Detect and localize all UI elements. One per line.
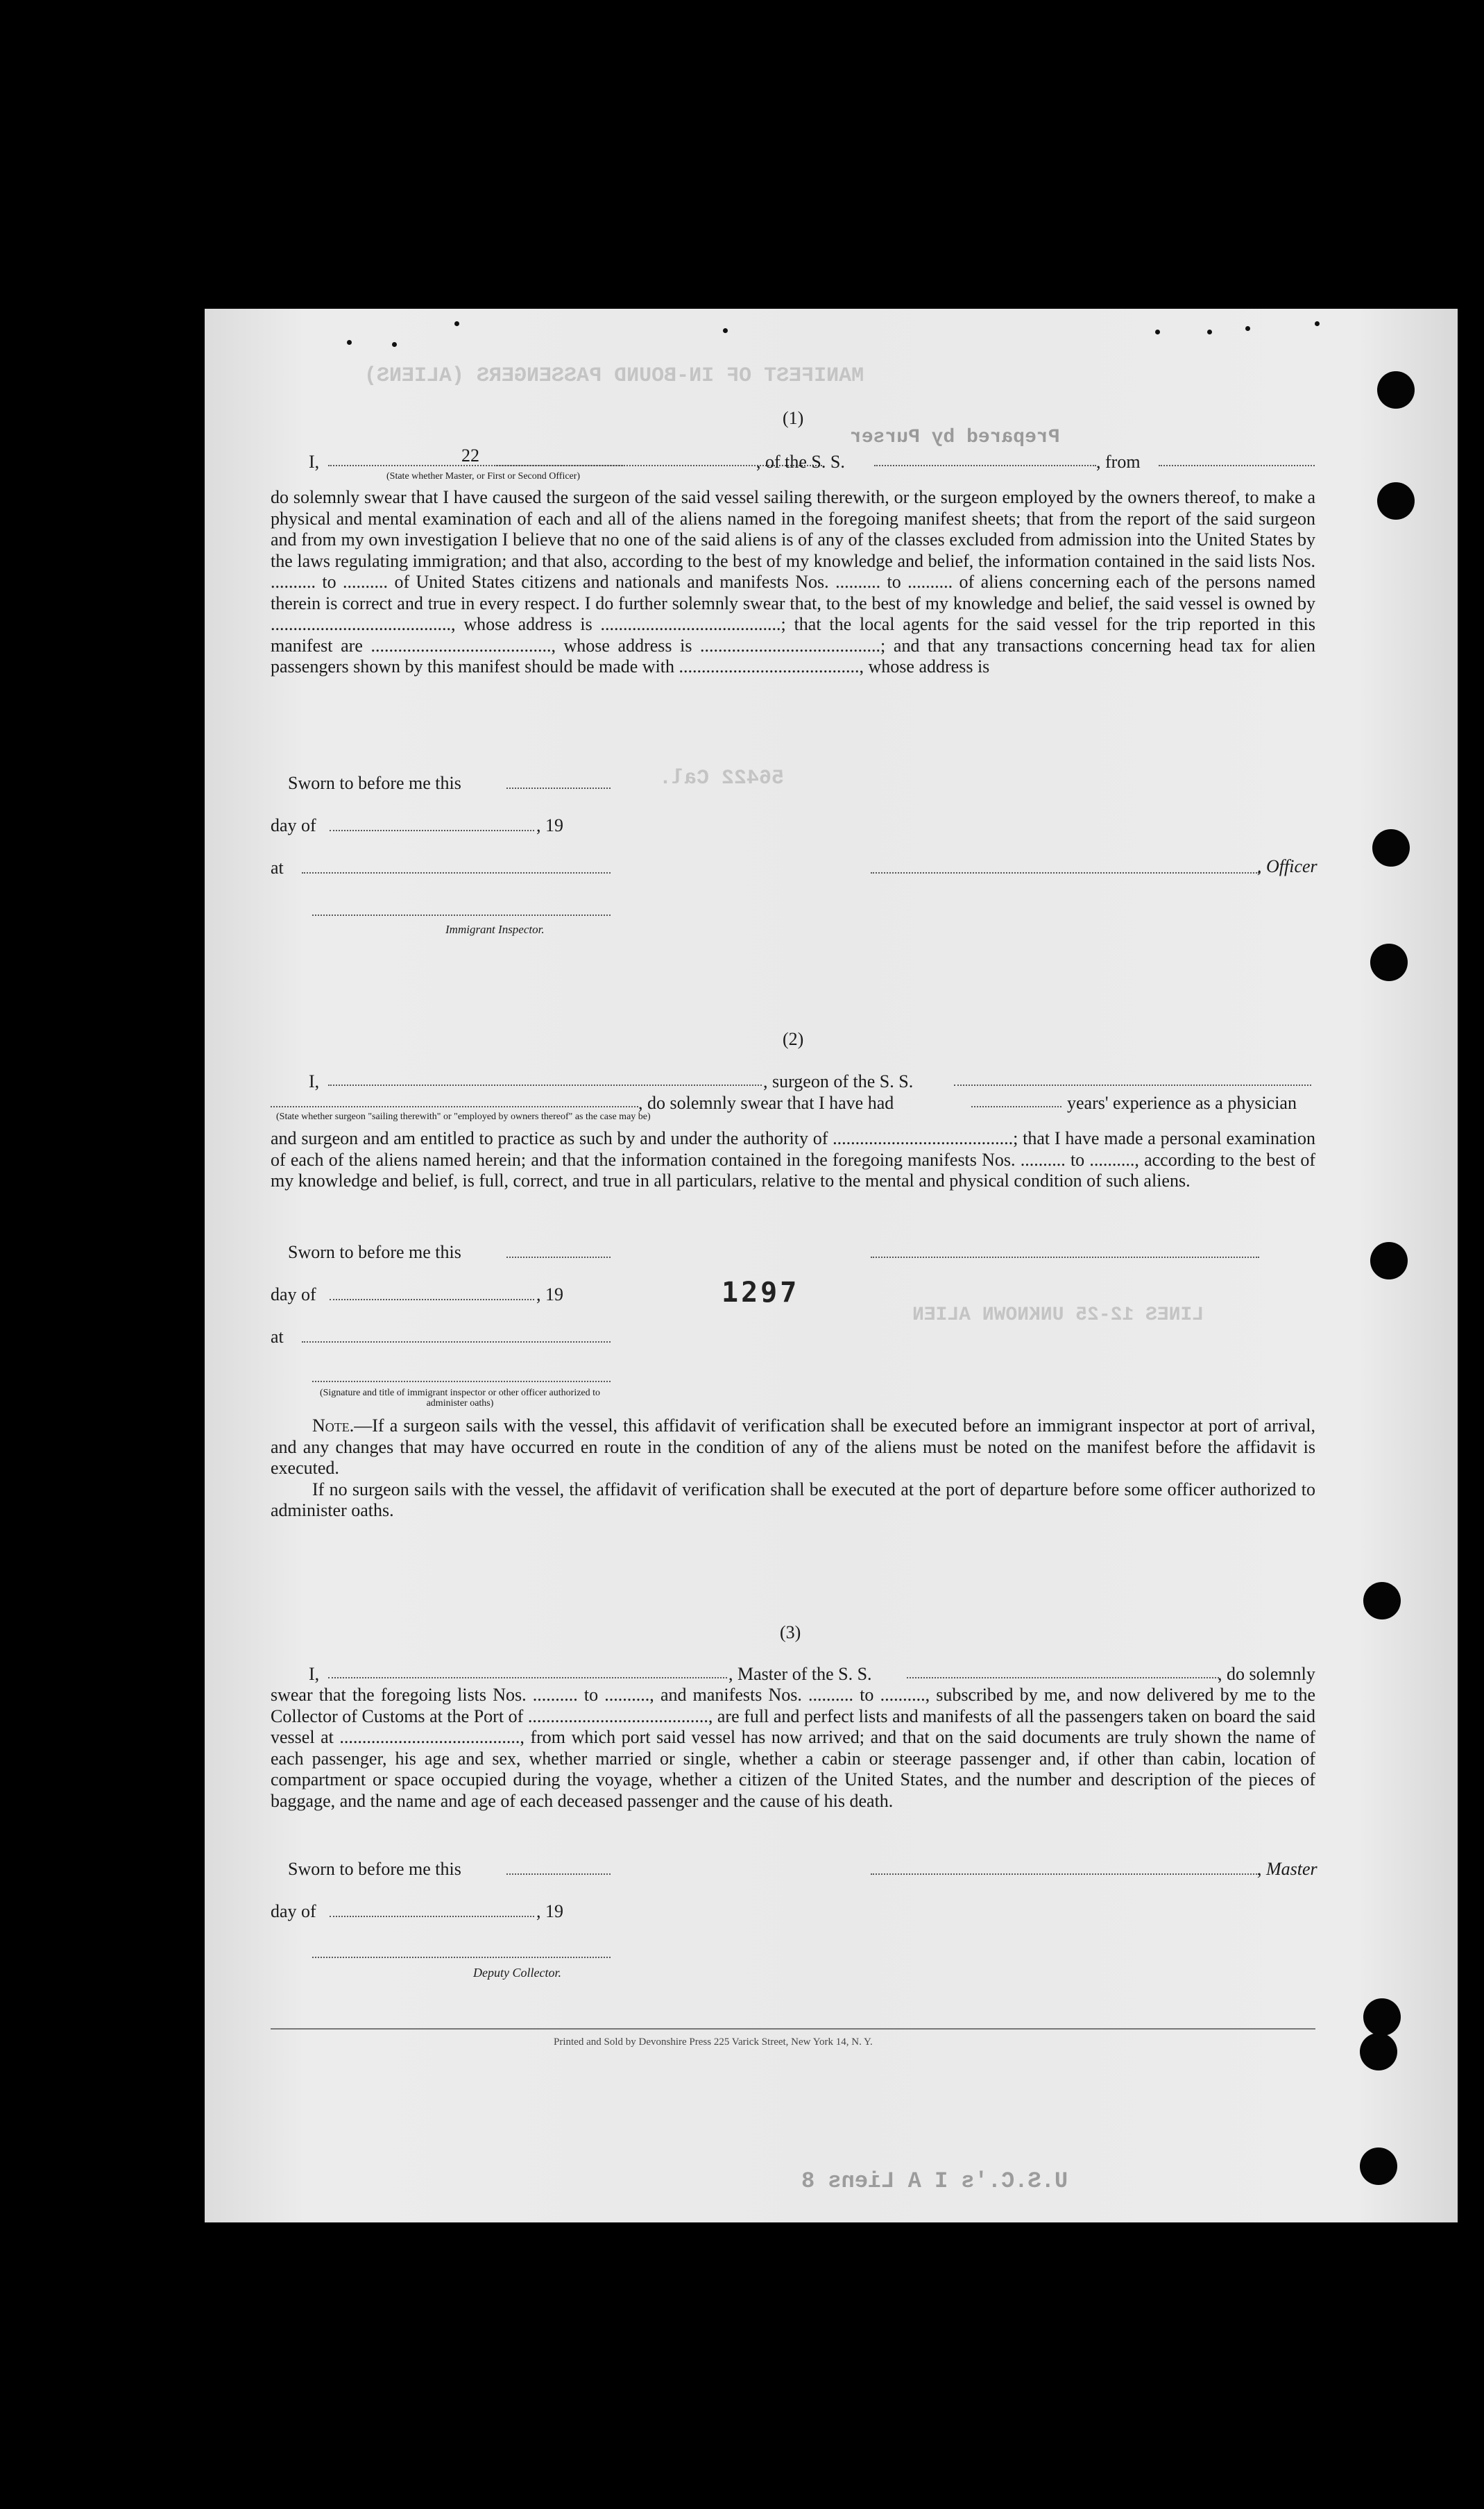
document-page [205, 309, 1458, 2222]
section3-vessel-field[interactable] [907, 1677, 1219, 1678]
speck [1315, 321, 1320, 326]
master-name-field[interactable] [328, 1677, 727, 1678]
section2-at-field[interactable] [302, 1341, 611, 1343]
section3-year: , 19 [536, 1901, 563, 1921]
section1-of-ss: , of the S. S. [756, 452, 845, 472]
punch-hole [1377, 371, 1415, 409]
section1-at-field[interactable] [302, 872, 611, 874]
section3-collector: Deputy Collector. [473, 1966, 561, 1980]
officer-signature-field[interactable] [871, 872, 1259, 874]
punch-hole [1370, 1242, 1408, 1279]
years-experience-field[interactable] [971, 1106, 1061, 1107]
section2-number: (2) [783, 1029, 804, 1049]
note-officer: (State whether Master, or First or Second Officer) [386, 471, 581, 482]
section3-number: (3) [780, 1622, 801, 1642]
speck [454, 321, 459, 326]
section1-sworn: Sworn to before me this [288, 773, 461, 793]
section3-body: swear that the foregoing lists Nos. .......... to .........., and manifests Nos. .......... to .........., subscribed by me, and now delivered by me to the Collector of Customs at the Port of ........................................, are full and perfect lists and manifests of all the passengers taken on board the said vessel at ........................................, from which port said vessel has now arrived; and that on the said documents are truly shown the name of each passenger, his age and sex, whether married or single, whether a cabin or steerage passenger and, if other than cabin, location of compartment or space occupied during the voyage, whether a citizen of the United States, and the number and description of the pieces of baggage, and the name and age of each deceased passenger and the cause of his death. [271, 1685, 1315, 1811]
section1-from: , from [1096, 452, 1141, 472]
section1-year: , 19 [536, 815, 563, 835]
section2-officer-signature-field[interactable] [312, 1381, 611, 1382]
speck [1155, 330, 1160, 334]
section1-sworn-field[interactable] [506, 788, 611, 789]
section1-day-field[interactable] [330, 830, 534, 831]
section3-day-field[interactable] [330, 1916, 534, 1917]
section1-day-of: day of [271, 815, 316, 835]
section1-body: do solemnly swear that I have caused the surgeon of the said vessel sailing therewith, or the surgeon employed by the owners thereof, to make a physical and mental examination of each and all of the aliens named in the foregoing manifest sheets; that from the report of the said surgeon and from my own investigation I believe that no one of the said aliens is of any of the classes excluded from admission into the United States by the laws regulating immigration; and that also, according to the best of my knowledge and belief, the information contained in the said lists Nos. .......... to .......... of United States citizens and nationals and manifests Nos. .......... to .......... of aliens concerning each of the persons named therein is correct and true in every respect. I do further solemnly swear that, to the best of my knowledge and belief, the said vessel is owned by ........................................, whose address is ........................................; that the local agents for the said vessel for the trip reported in this manifest are ........................................, whose address is ........................................; and that any transactions concerning head tax for alien passengers shown by this manifest should be made with ........................................, whose address is [271, 487, 1315, 677]
note-surgeon: (State whether surgeon "sailing therewith" or "employed by owners thereof" as the case may be) [276, 1112, 651, 1122]
section3-sworn-field[interactable] [506, 1873, 611, 1875]
speck [1207, 330, 1212, 334]
punch-hole [1363, 1582, 1401, 1619]
surgeon-name-field[interactable] [328, 1085, 762, 1086]
section2-day-of: day of [271, 1284, 316, 1304]
section3-master: , Master [1257, 1859, 1317, 1879]
section2-year: , 19 [536, 1284, 563, 1304]
surgeon-type-field[interactable] [271, 1106, 638, 1107]
section3-master-of: , Master of the S. S. [728, 1664, 872, 1684]
section2-line2: , do solemnly swear that I have had [638, 1093, 894, 1113]
section2-vessel-field[interactable] [954, 1085, 1311, 1086]
punch-hole [1377, 482, 1415, 520]
section2-day-field[interactable] [330, 1299, 534, 1300]
note-label: Note. [312, 1415, 355, 1436]
ghost-number: 56422 Cal. [659, 767, 785, 790]
punch-hole [1372, 829, 1410, 867]
section2-note [271, 1415, 1315, 1522]
handwritten-mark: 1297 [722, 1277, 800, 1309]
speck [723, 328, 728, 333]
section3-swear: , do solemnly [1218, 1664, 1315, 1684]
port-from-field[interactable] [1159, 465, 1315, 466]
punch-hole [1360, 2147, 1397, 2185]
section2-signature-field[interactable] [871, 1257, 1259, 1258]
note-text: —If a surgeon sails with the vessel, this affidavit of verification shall be executed before an immigrant inspector at port of arrival, and any changes that may have occurred en route in the condition of any of the aliens must be noted on the manifest before the affidavit is executed. [271, 1415, 1315, 1478]
punch-hole [1363, 1998, 1401, 2036]
speck [347, 340, 352, 345]
ghost-form-code: U.S.C.'s I A Liens 8 [801, 2168, 1068, 2194]
collector-signature-field[interactable] [312, 1957, 611, 1958]
section1-number: (1) [783, 408, 804, 428]
footer-rule [271, 2028, 1315, 2030]
section2-sworn-field[interactable] [506, 1257, 611, 1258]
inspector-signature-field[interactable] [312, 915, 611, 916]
sig-note: (Signature and title of immigrant inspector or other officer authorized to administer oaths) [319, 1388, 601, 1409]
master-signature-field[interactable] [871, 1873, 1259, 1875]
ghost-prepared: Prepared by Purser [850, 427, 1060, 448]
printer-footer: Printed and Sold by Devonshire Press 225 Varick Street, New York 14, N. Y. [554, 2036, 873, 2048]
section1-i: I, [309, 452, 320, 472]
section3-i: I, [309, 1664, 320, 1684]
section3-day-of: day of [271, 1901, 316, 1921]
section1-at: at [271, 858, 284, 878]
speck [1245, 326, 1250, 331]
section2-at: at [271, 1327, 284, 1347]
ghost-lines: LINES 12-25 UNKNOWN ALIEN [912, 1304, 1204, 1326]
section3-sworn: Sworn to before me this [288, 1859, 461, 1879]
section1-inspector: Immigrant Inspector. [445, 923, 545, 936]
section2-i: I, [309, 1071, 320, 1091]
section2-body: and surgeon and am entitled to practice as such by and under the authority of ........................................; that I have made a personal examination of each of the aliens named herein; and that the information contained in the foregoing manifests Nos. .......... to .........., according to the best of my knowledge and belief, is full, correct, and true in all particulars, relative to the mental and physical condition of such aliens. [271, 1128, 1315, 1191]
section2-years: years' experience as a physician [1067, 1093, 1297, 1113]
punch-hole [1370, 944, 1408, 981]
section2-surgeon-of: , surgeon of the S. S. [763, 1071, 914, 1091]
section1-number-22: 22 [461, 445, 479, 466]
section2-sworn: Sworn to before me this [288, 1242, 461, 1262]
ghost-title: MANIFEST OF IN-BOUND PASSENGERS (ALIENS) [364, 364, 864, 388]
section1-officer: , Officer [1257, 856, 1317, 876]
speck [392, 342, 397, 347]
vessel-name-field[interactable] [874, 465, 1096, 466]
punch-hole [1360, 2033, 1397, 2070]
note-text-2: If no surgeon sails with the vessel, the affidavit of verification shall be executed at the port of departure before some officer authorized to administer oaths. [271, 1479, 1315, 1520]
